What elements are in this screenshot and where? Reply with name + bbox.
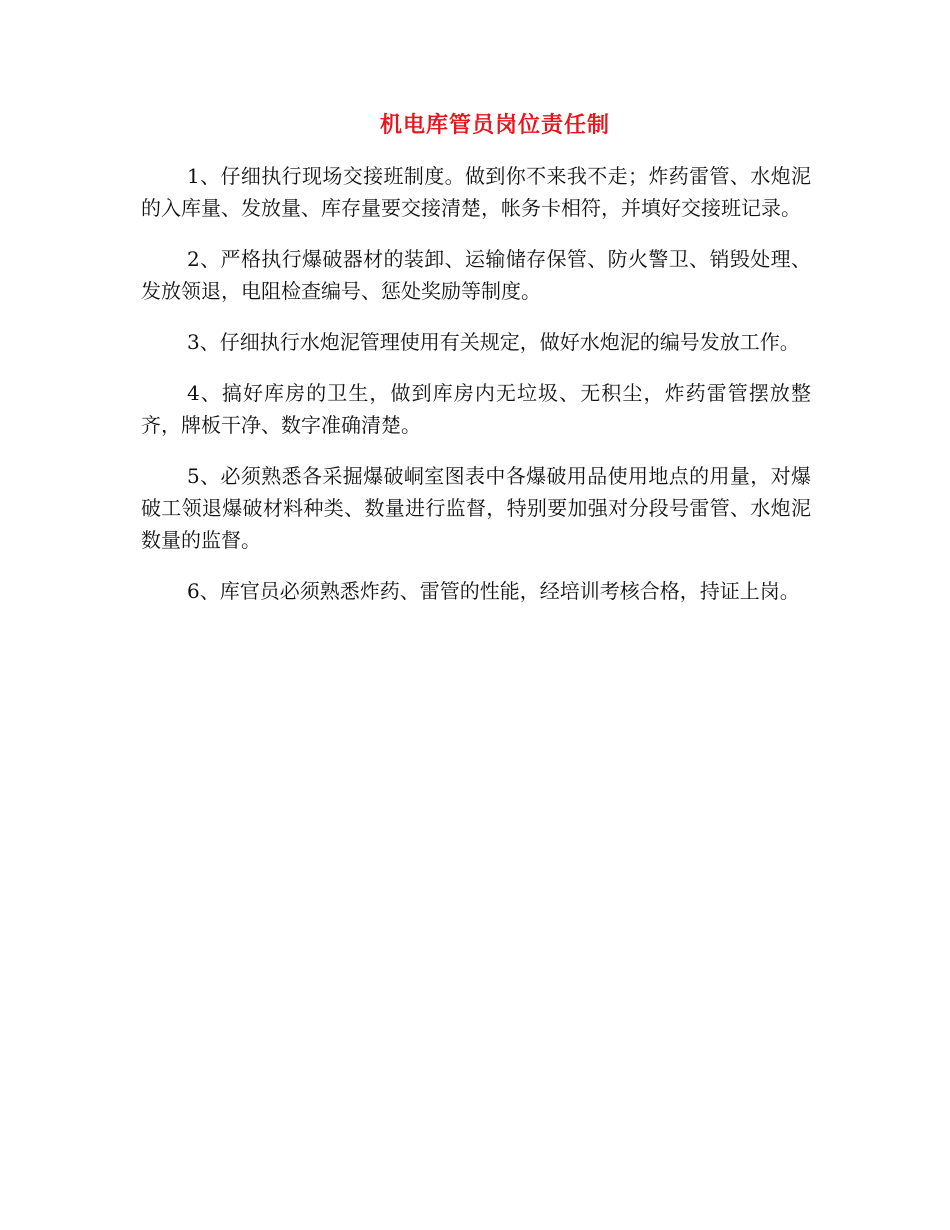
paragraph-6: 6、库官员必须熟悉炸药、雷管的性能，经培训考核合格，持证上岗。 (187, 579, 800, 603)
paragraph-3: 3、仔细执行水炮泥管理使用有关规定，做好水炮泥的编号发放工作。 (187, 330, 800, 354)
paragraph-2: 2、严格执行爆破器材的装卸、运输储存保管、防火警卫、销毁处理、发放领退，电阻检查编号、惩处奖励等制度。 (141, 247, 811, 303)
paragraph-5: 5、必须熟悉各采掘爆破峒室图表中各爆破用品使用地点的用量，对爆破工领退爆破材料种类、数量进行监督，特别要加强对分段号雷管、水炮泥数量的监督。 (141, 464, 811, 552)
paragraph-4: 4、搞好库房的卫生，做到库房内无垃圾、无积尘，炸药雷管摆放整齐，牌板干净、数字准确清楚。 (141, 381, 811, 437)
paragraph-1: 1、仔细执行现场交接班制度。做到你不来我不走；炸药雷管、水炮泥的入库量、发放量、库存量要交接清楚，帐务卡相符，并填好交接班记录。 (141, 164, 811, 220)
document-body (141, 160, 811, 626)
document-title: 机电库管员岗位责任制 (379, 112, 610, 138)
